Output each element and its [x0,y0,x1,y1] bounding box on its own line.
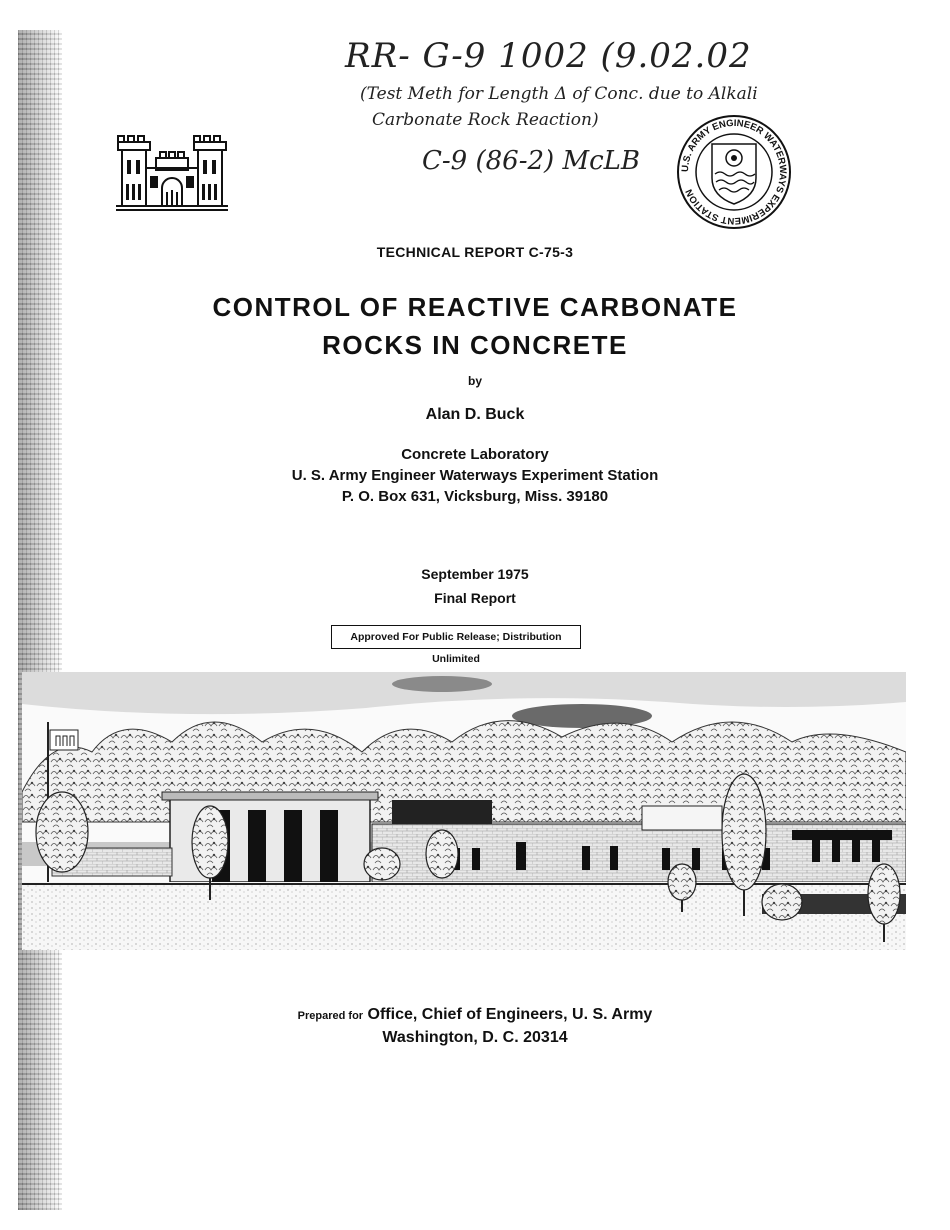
station-address: P. O. Box 631, Vicksburg, Miss. 39180 [341,488,609,505]
handwritten-catalog-number: RR- G-9 1002 (9.02.02 [345,36,752,76]
title-line-1: CONTROL OF REACTIVE CARBONATE [212,292,738,322]
author-name: Alan D. Buck [425,406,525,423]
report-type: Final Report [434,590,516,606]
prepared-for-city: Washington, D. C. 20314 [382,1029,568,1046]
date-block [0,562,950,610]
seal-text: U.S. ARMY ENGINEER WATERWAYS EXPERIMENT STATION [679,117,789,227]
lab-name: Concrete Laboratory [401,446,549,463]
handwritten-note-line2: Carbonate Rock Reaction) [372,110,599,130]
report-number: TECHNICAL REPORT C-75-3 [376,244,574,260]
prepared-for-line [0,1004,950,1027]
prepared-for-prefix: Prepared for [297,1010,364,1022]
station-name: U. S. Army Engineer Waterways Experiment Station [291,467,659,484]
wes-seal-icon [676,114,792,230]
handwritten-note-line1: (Test Meth for Length Δ of Conc. due to Alkali [360,84,758,104]
report-date: September 1975 [421,566,529,582]
corps-castle-logo-icon [116,134,228,212]
affiliation-block [0,444,950,507]
handwritten-code: C-9 (86-2) McLB [422,146,641,176]
report-title [0,288,950,364]
prepared-for-agency: Office, Chief of Engineers, U. S. Army [367,1006,653,1023]
station-building-illustration [22,672,906,950]
prepared-for-block [0,1004,950,1049]
title-line-2: ROCKS IN CONCRETE [322,330,628,360]
by-label: by [467,374,482,388]
distribution-statement: Approved For Public Release; Distribution Unlimited [331,625,581,649]
